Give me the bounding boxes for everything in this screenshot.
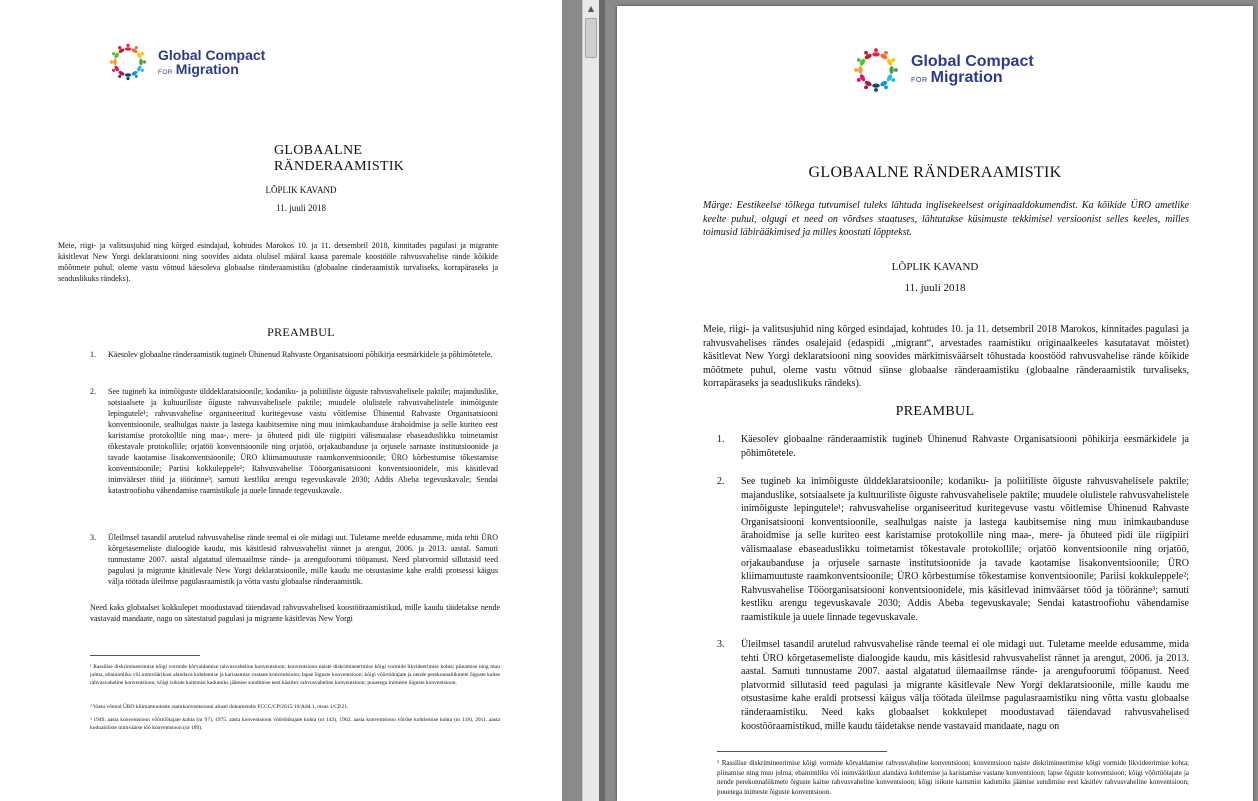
logo-petal <box>112 65 120 72</box>
logo-petal <box>879 51 888 60</box>
preamble-heading: PREAMBUL <box>895 404 975 419</box>
doc-subtitle: LÕPLIK KAVAND <box>265 185 337 195</box>
logo-petal <box>857 58 866 67</box>
logo-petal <box>864 51 873 60</box>
list-item <box>90 349 500 375</box>
logo-petal <box>125 73 131 80</box>
logo-petal <box>112 52 120 59</box>
logo-petal <box>889 66 897 74</box>
list-item-text: Käesolev globaalne ränderaamistik tugineb Ühinenud Rahvaste Organisatsiooni põhikirja eesmärkidele ja põhimõtetele. <box>108 350 493 359</box>
list-item-text: See tugineb ka inimõiguste ülddeklaratsioonile; kodaniku- ja poliitiliste õiguste rahvusvahelisele paktile; majanduslike, sotsiaalsete ja kultuuriliste õiguste rahvusvahelisele paktile; muudele olulistele rahvusvahelistele inimõiguste lepingutele¹; rahvusvahelise organiseeritud kuritegevuse vastu võitlemise Ühinenud Rahvaste Organisatsiooni konventsioonile, sealhulgas naiste ja lastega kaubitsemise ning muu inimkaubanduse ärahoidmise ja selle kuriteo eest karistamise protokollile ning maa-, mere- ja õhuteed pidi üle riigipiiri välismaalase ebaseaduslikku toimetamist tõkestavale protokollile; orjatöö konventsioonile ning orjatöö, orjakaubanduse ja orjusele sarnaste institutsioonide ja tavade kaotamise lisakonventsioonile; ÜRO kliimamuutuste raamkonventsioonile; ÜRO kõrbestumise tõkestamise konventsioonile; Pariisi kokkuleppele²; Rahvusvahelise Tööorganisatsiooni konventsioonidele, mis käsitlevad inimväärset tööd ja tööränne³; samuti kestliku arengu tegevuskavale 2030; Addis Abeba tegevuskavale; Sendai katastroofiohu vähendamise raamistikule ja uuele linnade tegevuskavale. <box>108 387 498 495</box>
logo-petal <box>131 46 138 54</box>
gcm-logo-icon <box>104 42 152 82</box>
logo-petal <box>879 80 888 89</box>
logo-petal <box>872 48 880 56</box>
logo-petal <box>136 65 144 72</box>
list-item <box>90 532 500 602</box>
footnote-2: ² Vastu võetud ÜRO kliimamuutuste raamkonventsiooni alusel dokumendis FCCC/CP/2015/10/Add.1, otsus 1/CP.21. <box>90 704 349 710</box>
scroll-up-arrow-icon[interactable]: ▲ <box>587 4 595 13</box>
gcm-logo <box>847 46 1034 94</box>
list-item-text: Üleilmsel tasandil arutelud rahvusvahelise rände teemal ei ole midagi uut. Tuletame meelde edusamme, mida tehti ÜRO kõrgetasemeliste dialoogide kaudu, mis käsitlesid rahvusvahelist rännet ja arengut, 2006. ja 2013. aastal. Samuti tunnustame 2007. aastal algatatud ülemaailmse rände- ja arengufoorumi tööpanust. Need platvormid sillutasid teed pagulasi ja migrante käsitlevale New Yorgi deklaratsioonile, mille kaudu me otsustasime kahe eraldi protsessi käigus välja töötada üleilmse pagulasraamistiku ning võtta vastu globaalse ränderaamistiku. Need kaks globaalset kokkulepet moodustavad täiendavad rahvusvahelised koostööraamistikud, mille kaudu täidetakse nende vastavaid mandaate, nagu on <box>741 639 1189 732</box>
logo-petal <box>854 66 862 74</box>
logo-petal <box>131 70 138 78</box>
left-document-page <box>0 0 562 801</box>
gcm-logo-icon <box>847 46 905 94</box>
list-item-number: 1. <box>717 434 725 445</box>
logo-petal <box>118 70 125 78</box>
footnote-1: ¹ Rassilise diskrimineerimise kõigi vormide kõrvaldamise rahvusvaheline konventsioon; konventsioon naiste diskrimineerimise kõigi vormide likvideerimise kohta; piinamise ning muu julma, ebainimliku või inimväärikust alandava kohtlemise ja karistamise vastane konventsioon; lapse õiguste konventsioon; kõigi võõrtöötajate ja nende perekonnaliikmete õiguste kaitse rahvusvaheline konventsioon; kõigi isikute kaitsmist kadumiks jäämise sundimise eest käsitlev rahvusvaheline konventsioon; puuetega inimeste õiguste konventsioon. <box>717 759 1189 796</box>
doc-title: GLOBAALNE RÄNDERAAMISTIK <box>808 164 1062 181</box>
logo-petal <box>125 44 131 51</box>
logo-petal <box>110 59 117 65</box>
logo-petal <box>857 73 866 82</box>
logo-petal <box>139 59 146 65</box>
doc-subtitle: LÕPLIK KAVAND <box>891 261 979 273</box>
logo-line2: Migration <box>930 69 1003 86</box>
logo-petal <box>886 73 895 82</box>
logo-for: FOR <box>158 68 173 76</box>
doc-title: GLOBAALNE RÄNDERAAMISTIK <box>274 143 405 174</box>
footnote-1: ¹ Rassilise diskrimineerimise kõigi vormide kõrvaldamise rahvusvaheline konventsioon; konventsioon naiste diskrimineerimise kõigi vormide likvideerimise kohta; piinamise ning muu julma, ebainimliku või inimväärikust alandava kohtlemise ja karistamise vastane konventsioon; lapse õiguste konventsioon; kõigi võõrtöötajate ja nende perekonnaliikmete õiguste kaitse rahvusvaheline konventsioon; kõigi isikute kaitsmist kadumiks jäämise sundimise eest käsitlev rahvusvaheline konventsioon; puuetega inimeste õiguste konventsioon. <box>90 664 500 686</box>
footnote-rule <box>717 751 887 752</box>
logo-petal <box>872 83 880 91</box>
intro-paragraph: Meie, riigi- ja valitsusjuhid ning kõrged esindajad, kohtudes 10. ja 11. detsembril 2018 Marokos, kinnitades pagulasi ja rahvusvahelises rändes osalejaid (edaspidi „migrant“, arvestades raamistiku originaalkeeles kasutatavat mõistet) käsitlevat New Yorgi deklaratsiooni ning soovides märkimisväärselt tõhustada koostööd rahvusvahelise rände kõikide mõõtmete puhul, oleme vastu võtnud siinse globaalse ränderaamistiku (globaalne ränderaamistik turvaliseks, korrapäraseks ja seaduslikuks rändeks). <box>703 324 1189 390</box>
list-item <box>717 638 1189 748</box>
list-item <box>717 433 1189 463</box>
preamble-heading: PREAMBUL <box>267 325 335 339</box>
left-document-pane[interactable] <box>0 0 582 801</box>
continuation-paragraph: Need kaks globaalset kokkulepet moodustavad täiendavad rahvusvahelised koostööraamistikud, mille kaudu täidetakse nende vastavaid mandaate, nagu on sätestatud pagulasi ja migrante käsitlevas New Yorgi <box>90 603 500 623</box>
logo-petal <box>118 46 125 54</box>
list-item-number: 1. <box>90 350 96 359</box>
list-item-text: See tugineb ka inimõiguste ülddeklaratsioonile; kodaniku- ja poliitiliste õiguste rahvusvahelisele paktile; majanduslike, sotsiaalsete ja kultuuriliste õiguste rahvusvahelisele paktile; muudele olulistele rahvusvahelistele inimõiguste lepingutele¹; rahvusvahelise organiseeritud kuritegevuse vastu võitlemise Ühinenud Rahvaste Organisatsiooni konventsioonile, sealhulgas naiste ja lastega kaubitsemise ning muu inimkaubanduse ärahoidmise ja selle kuriteo eest karistamise protokollile ning maa-, mere- ja õhuteed pidi üle riigipiiri välismaalase ebaseaduslikku toimetamist tõkestavale protokollile; orjatöö konventsioonile ning orjatöö, orjakaubanduse ja orjusele sarnaste institutsioonide ja tavade kaotamise lisakonventsioonile; ÜRO kliimamuutuste raamkonventsioonile; ÜRO kõrbestumise tõkestamise konventsioonile; Pariisi kokkuleppele²; Rahvusvahelise Tööorganisatsiooni konventsioonidele, mis käsitlevad inimväärset tööd ja tööränne³; samuti kestliku arengu tegevuskavale 2030; Addis Abeba tegevuskavale; Sendai katastroofiohu vähendamise raamistikule ja uuele linnade tegevuskavale. <box>741 476 1189 623</box>
logo-petal <box>886 58 895 67</box>
left-scrollbar[interactable] <box>582 0 599 801</box>
logo-line2: Migration <box>175 60 239 77</box>
logo-petal <box>864 80 873 89</box>
right-document-page <box>617 6 1253 801</box>
list-item-number: 3. <box>90 533 96 542</box>
translation-note: Märge: Eestikeelse tõlkega tutvumisel tuleks lähtuda inglisekeelsest originaaldokumendist. Ka kõikide ÜRO ametlike keelte puhul, olgugi et need on võrdses staatuses, lähtutakse küsimuste tekkimisel versioonist selles keeles, milles toimusid läbirääkimised ja milles koostati lõpptekst. <box>703 200 1189 239</box>
list-item-text: Käesolev globaalne ränderaamistik tugineb Ühinenud Rahvaste Organisatsiooni põhikirja eesmärkidele ja põhimõtetele. <box>741 434 1189 459</box>
doc-date: 11. juuli 2018 <box>904 282 966 294</box>
list-item-text: Üleilmsel tasandil arutelud rahvusvahelise rände teemal ei ole midagi uut. Tuletame meelde edusamme, mida tehti ÜRO kõrgetasemeliste dialoogide kaudu, mis käsitlesid rahvusvahelist rännet ja arengut, 2006. ja 2013. aastal. Samuti tunnustame 2007. aastal algatatud ülemaailmse rände- ja arengufoorumi tööpanust. Need platvormid sillutasid teed pagulasi ja migrante käsitlevale New Yorgi deklaratsioonile, mille kaudu me otsustasime kahe eraldi protsessi käigus välja töötada üleilmse pagulasraamistik ja võtta vastu globaalse ränderaamistik. <box>108 533 498 586</box>
footnote-3: ³ 1949. aasta konventsioon võõrtöötajate kohta (nr 97), 1975. aasta konventsioon võõrtöötajate kohta (nr 143), 1962. aasta konventsioon võrdse kohtlemise kohta (nr 118), 2011. aasta koduabiliste inimväärse töö konventsioon (nr 189). <box>90 717 500 731</box>
scrollbar-thumb[interactable] <box>585 18 597 58</box>
gcm-logo-text <box>911 54 1034 86</box>
logo-line1: Global Compact <box>158 46 266 63</box>
list-item-number: 2. <box>717 476 725 487</box>
list-item <box>717 475 1189 630</box>
logo-line1: Global Compact <box>911 53 1034 70</box>
doc-date: 11. juuli 2018 <box>276 203 326 213</box>
list-item-number: 2. <box>90 387 96 396</box>
gcm-logo <box>104 42 265 82</box>
footnote-rule <box>90 655 200 656</box>
list-item <box>90 386 500 521</box>
gcm-logo-text <box>158 48 265 76</box>
list-item-number: 3. <box>717 639 725 650</box>
right-document-pane[interactable] <box>605 0 1258 801</box>
logo-petal <box>136 52 144 59</box>
logo-for: FOR <box>911 75 928 84</box>
intro-paragraph: Meie, riigi- ja valitsusjuhid ning kõrged esindajad, kohtudes Marokos 10. ja 11. detsembril 2018, kinnitades pagulasi ja migrante käsitlevat New Yorgi deklaratsiooni ning soovides aidata olulisel määral kaasa paremale koostööle rahvusvahelise rände kõikide mõõtmete puhul, oleme vastu võtnud käesoleva globaalse ränderaamistiku (globaalne ränderaamistik turvaliseks, korrapäraseks ja seaduslikuks rändeks). <box>58 241 498 283</box>
